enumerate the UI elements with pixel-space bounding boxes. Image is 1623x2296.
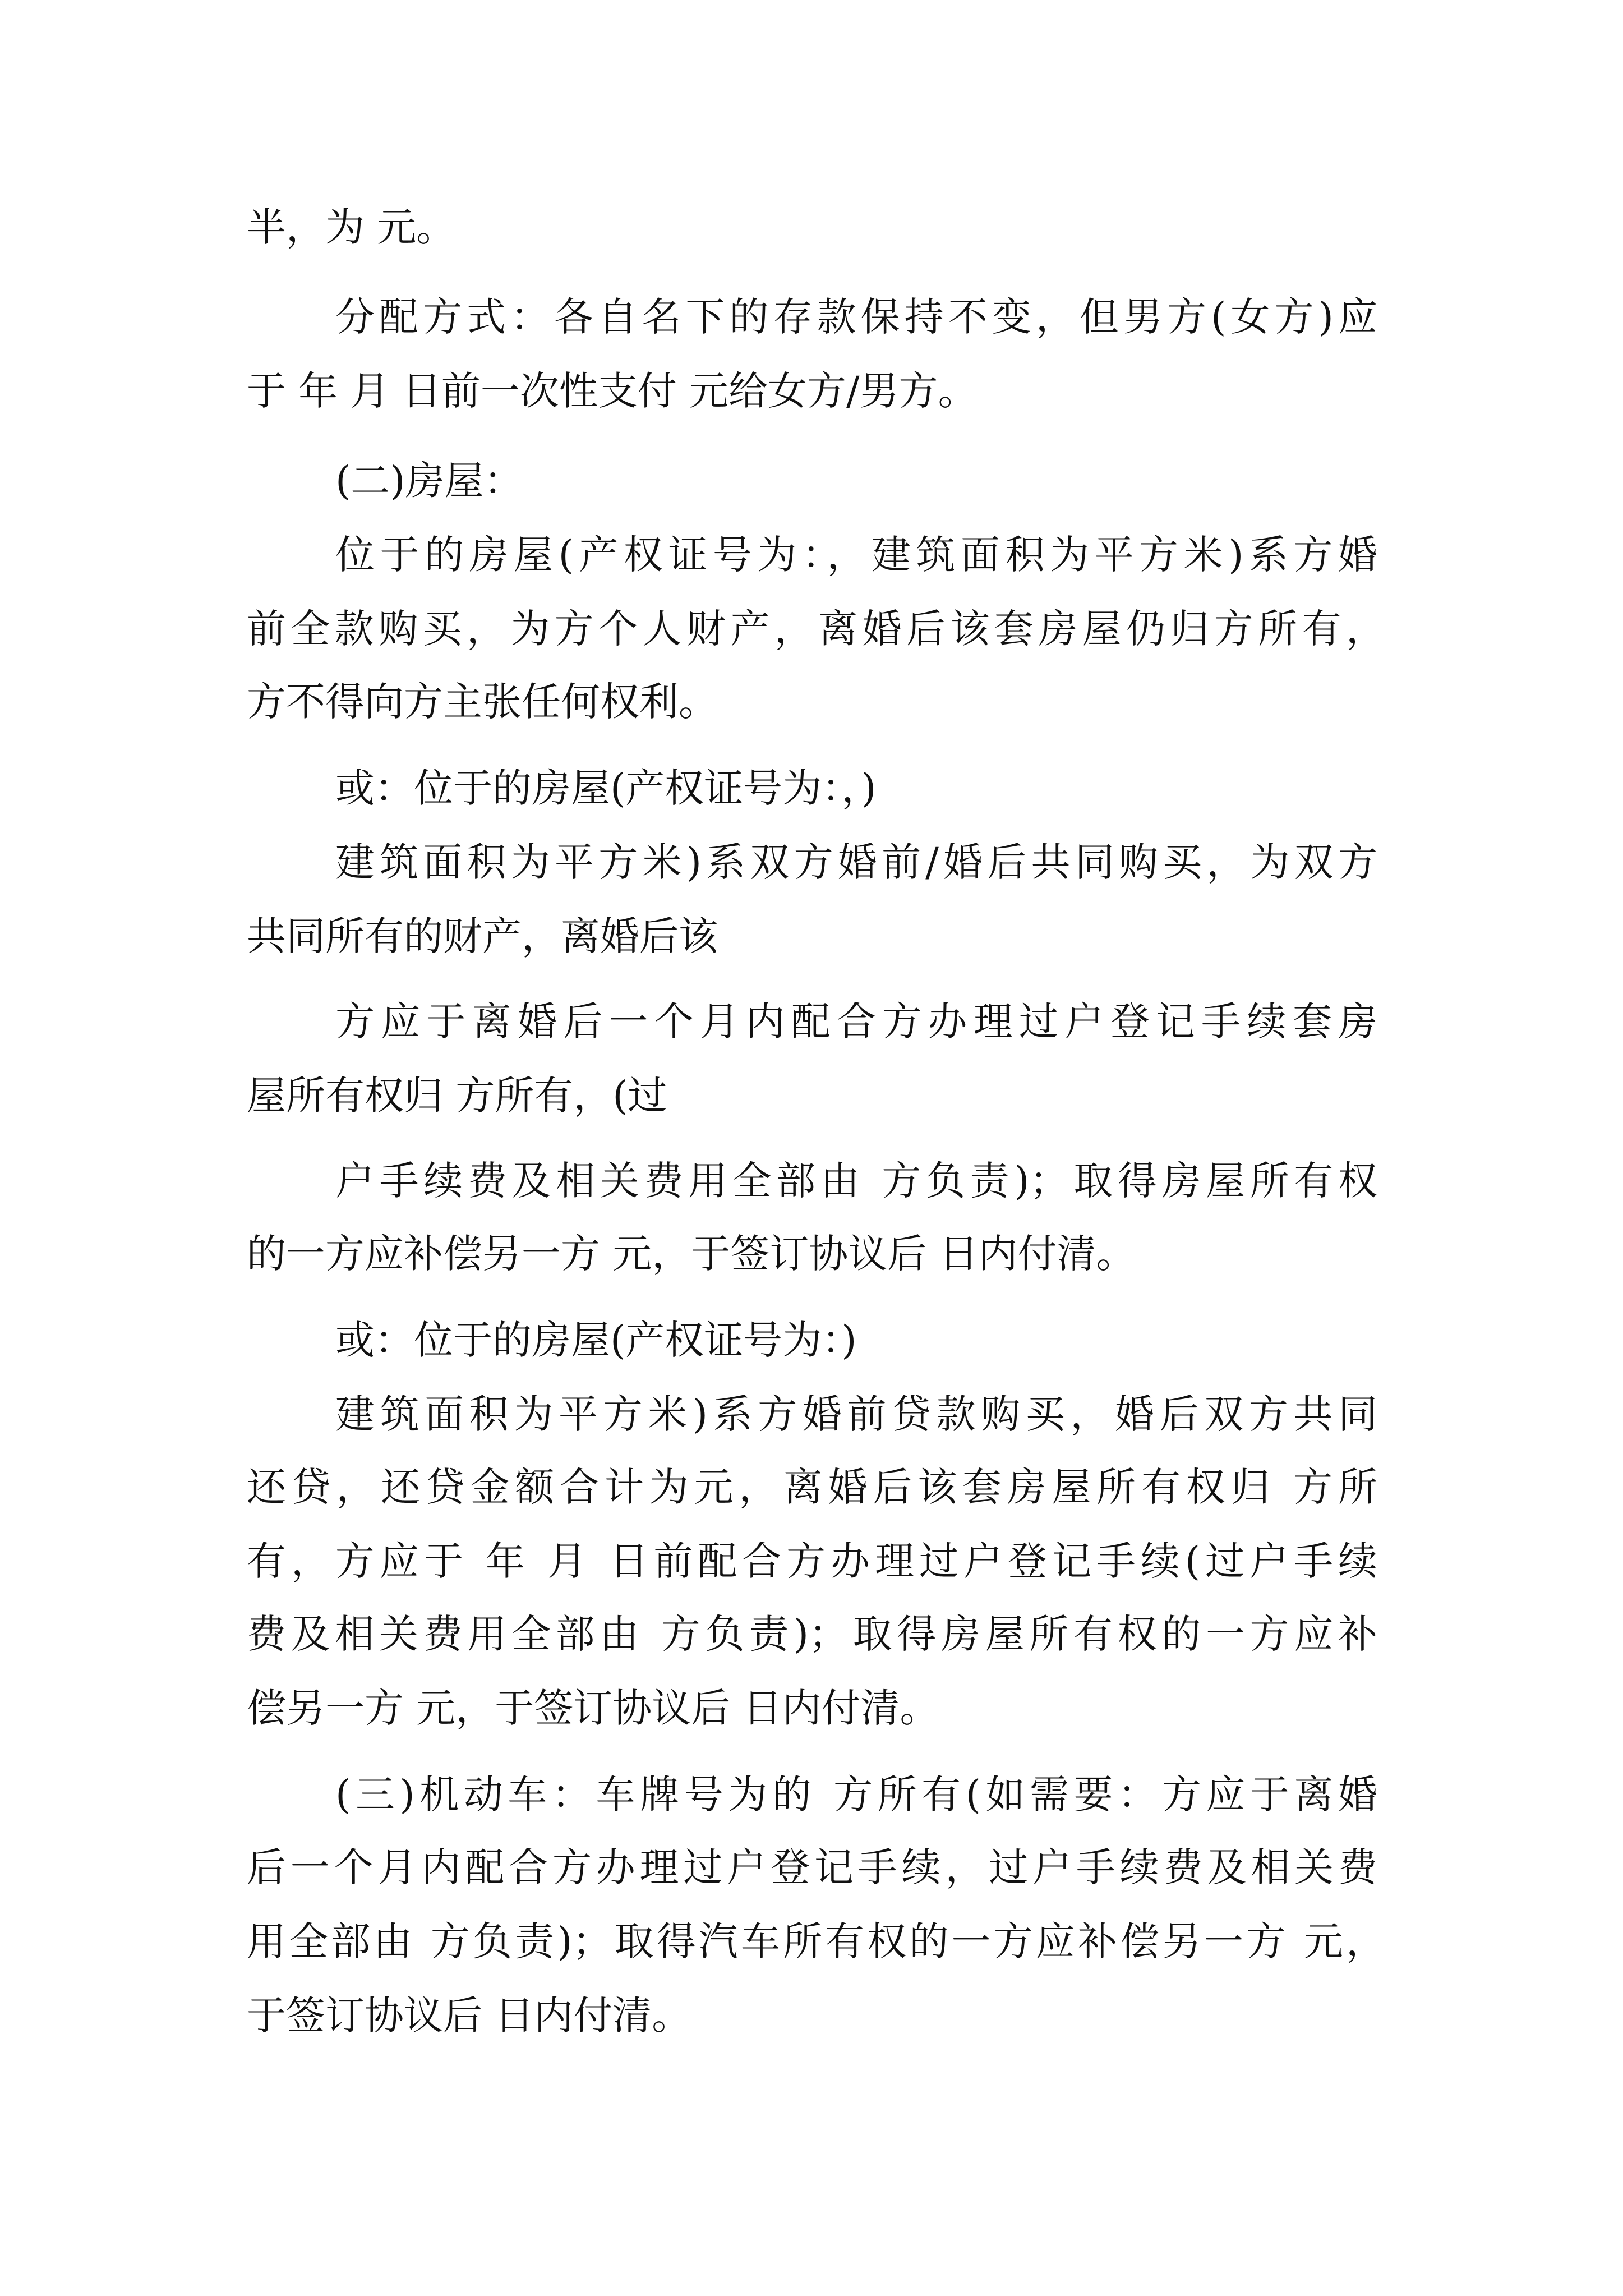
text-line bbox=[335, 1389, 1377, 1451]
text-line bbox=[247, 1842, 1377, 1904]
text-line bbox=[247, 1228, 1136, 1291]
line-text: 前全款购买，为方个人财产，离婚后该套房屋仍归方所有， bbox=[247, 606, 1385, 652]
text-line bbox=[335, 1156, 1377, 1218]
line-text: (三)机动车：车牌号为的 方所有(如需要：方应于离婚 bbox=[335, 1772, 1377, 1818]
line-text: 方不得向方主张任何权利。 bbox=[247, 679, 718, 725]
line-text: (二)房屋： bbox=[335, 458, 523, 504]
text-line bbox=[247, 1462, 1377, 1524]
text-line bbox=[335, 763, 877, 825]
line-text: 于签订协议后 日内付清。 bbox=[247, 1993, 691, 2039]
line-text: 费及相关费用全部由 方负责)；取得房屋所有权的一方应补 bbox=[247, 1611, 1377, 1657]
line-text: 位于的房屋(产权证号为：，建筑面积为平方米)系方婚 bbox=[335, 532, 1377, 578]
line-text: 用全部由 方负责)；取得汽车所有权的一方应补偿另一方 元， bbox=[247, 1918, 1385, 1964]
text-line bbox=[247, 1916, 1385, 1978]
line-text: 于 年 月 日前一次性支付 元给女方/男方。 bbox=[247, 368, 978, 414]
text-line bbox=[335, 292, 1377, 354]
text-line bbox=[247, 911, 718, 973]
text-line bbox=[247, 1990, 691, 2053]
text-line bbox=[247, 1070, 667, 1133]
text-line bbox=[335, 837, 1377, 899]
text-line bbox=[335, 1315, 857, 1377]
line-text: 有，方应于 年 月 日前配合方办理过户登记手续(过户手续 bbox=[247, 1538, 1377, 1584]
line-text: 半，为 元。 bbox=[247, 204, 456, 250]
line-text: 或：位于的房屋(产权证号为：) bbox=[335, 1317, 857, 1363]
text-line bbox=[247, 1536, 1377, 1598]
text-line bbox=[247, 677, 718, 739]
text-line bbox=[247, 1683, 939, 1745]
text-line bbox=[247, 1609, 1377, 1671]
line-text: 还贷，还贷金额合计为元，离婚后该套房屋所有权归 方所 bbox=[247, 1464, 1377, 1510]
line-text: 户手续费及相关费用全部由 方负责)；取得房屋所有权 bbox=[335, 1158, 1377, 1204]
text-line bbox=[247, 202, 455, 264]
section-heading bbox=[335, 1769, 1377, 1832]
text-line bbox=[247, 604, 1385, 666]
text-line bbox=[247, 366, 978, 428]
line-text: 后一个月内配合方办理过户登记手续，过户手续费及相关费 bbox=[247, 1844, 1377, 1890]
line-text: 方应于离婚后一个月内配合方办理过户登记手续套房 bbox=[335, 999, 1377, 1045]
line-text: 共同所有的财产，离婚后该 bbox=[247, 913, 718, 959]
text-line bbox=[335, 530, 1377, 592]
text-line bbox=[335, 996, 1377, 1059]
line-text: 分配方式：各自名下的存款保持不变，但男方(女方)应 bbox=[335, 294, 1377, 340]
section-heading bbox=[335, 455, 523, 518]
line-text: 屋所有权归 方所有，(过 bbox=[247, 1073, 667, 1119]
line-text: 建筑面积为平方米)系方婚前贷款购买，婚后双方共同 bbox=[335, 1391, 1377, 1437]
line-text: 偿另一方 元，于签订协议后 日内付清。 bbox=[247, 1685, 939, 1731]
line-text: 或：位于的房屋(产权证号为：，) bbox=[335, 765, 877, 811]
line-text: 的一方应补偿另一方 元，于签订协议后 日内付清。 bbox=[247, 1231, 1136, 1277]
line-text: 建筑面积为平方米)系双方婚前/婚后共同购买，为双方 bbox=[335, 839, 1377, 885]
